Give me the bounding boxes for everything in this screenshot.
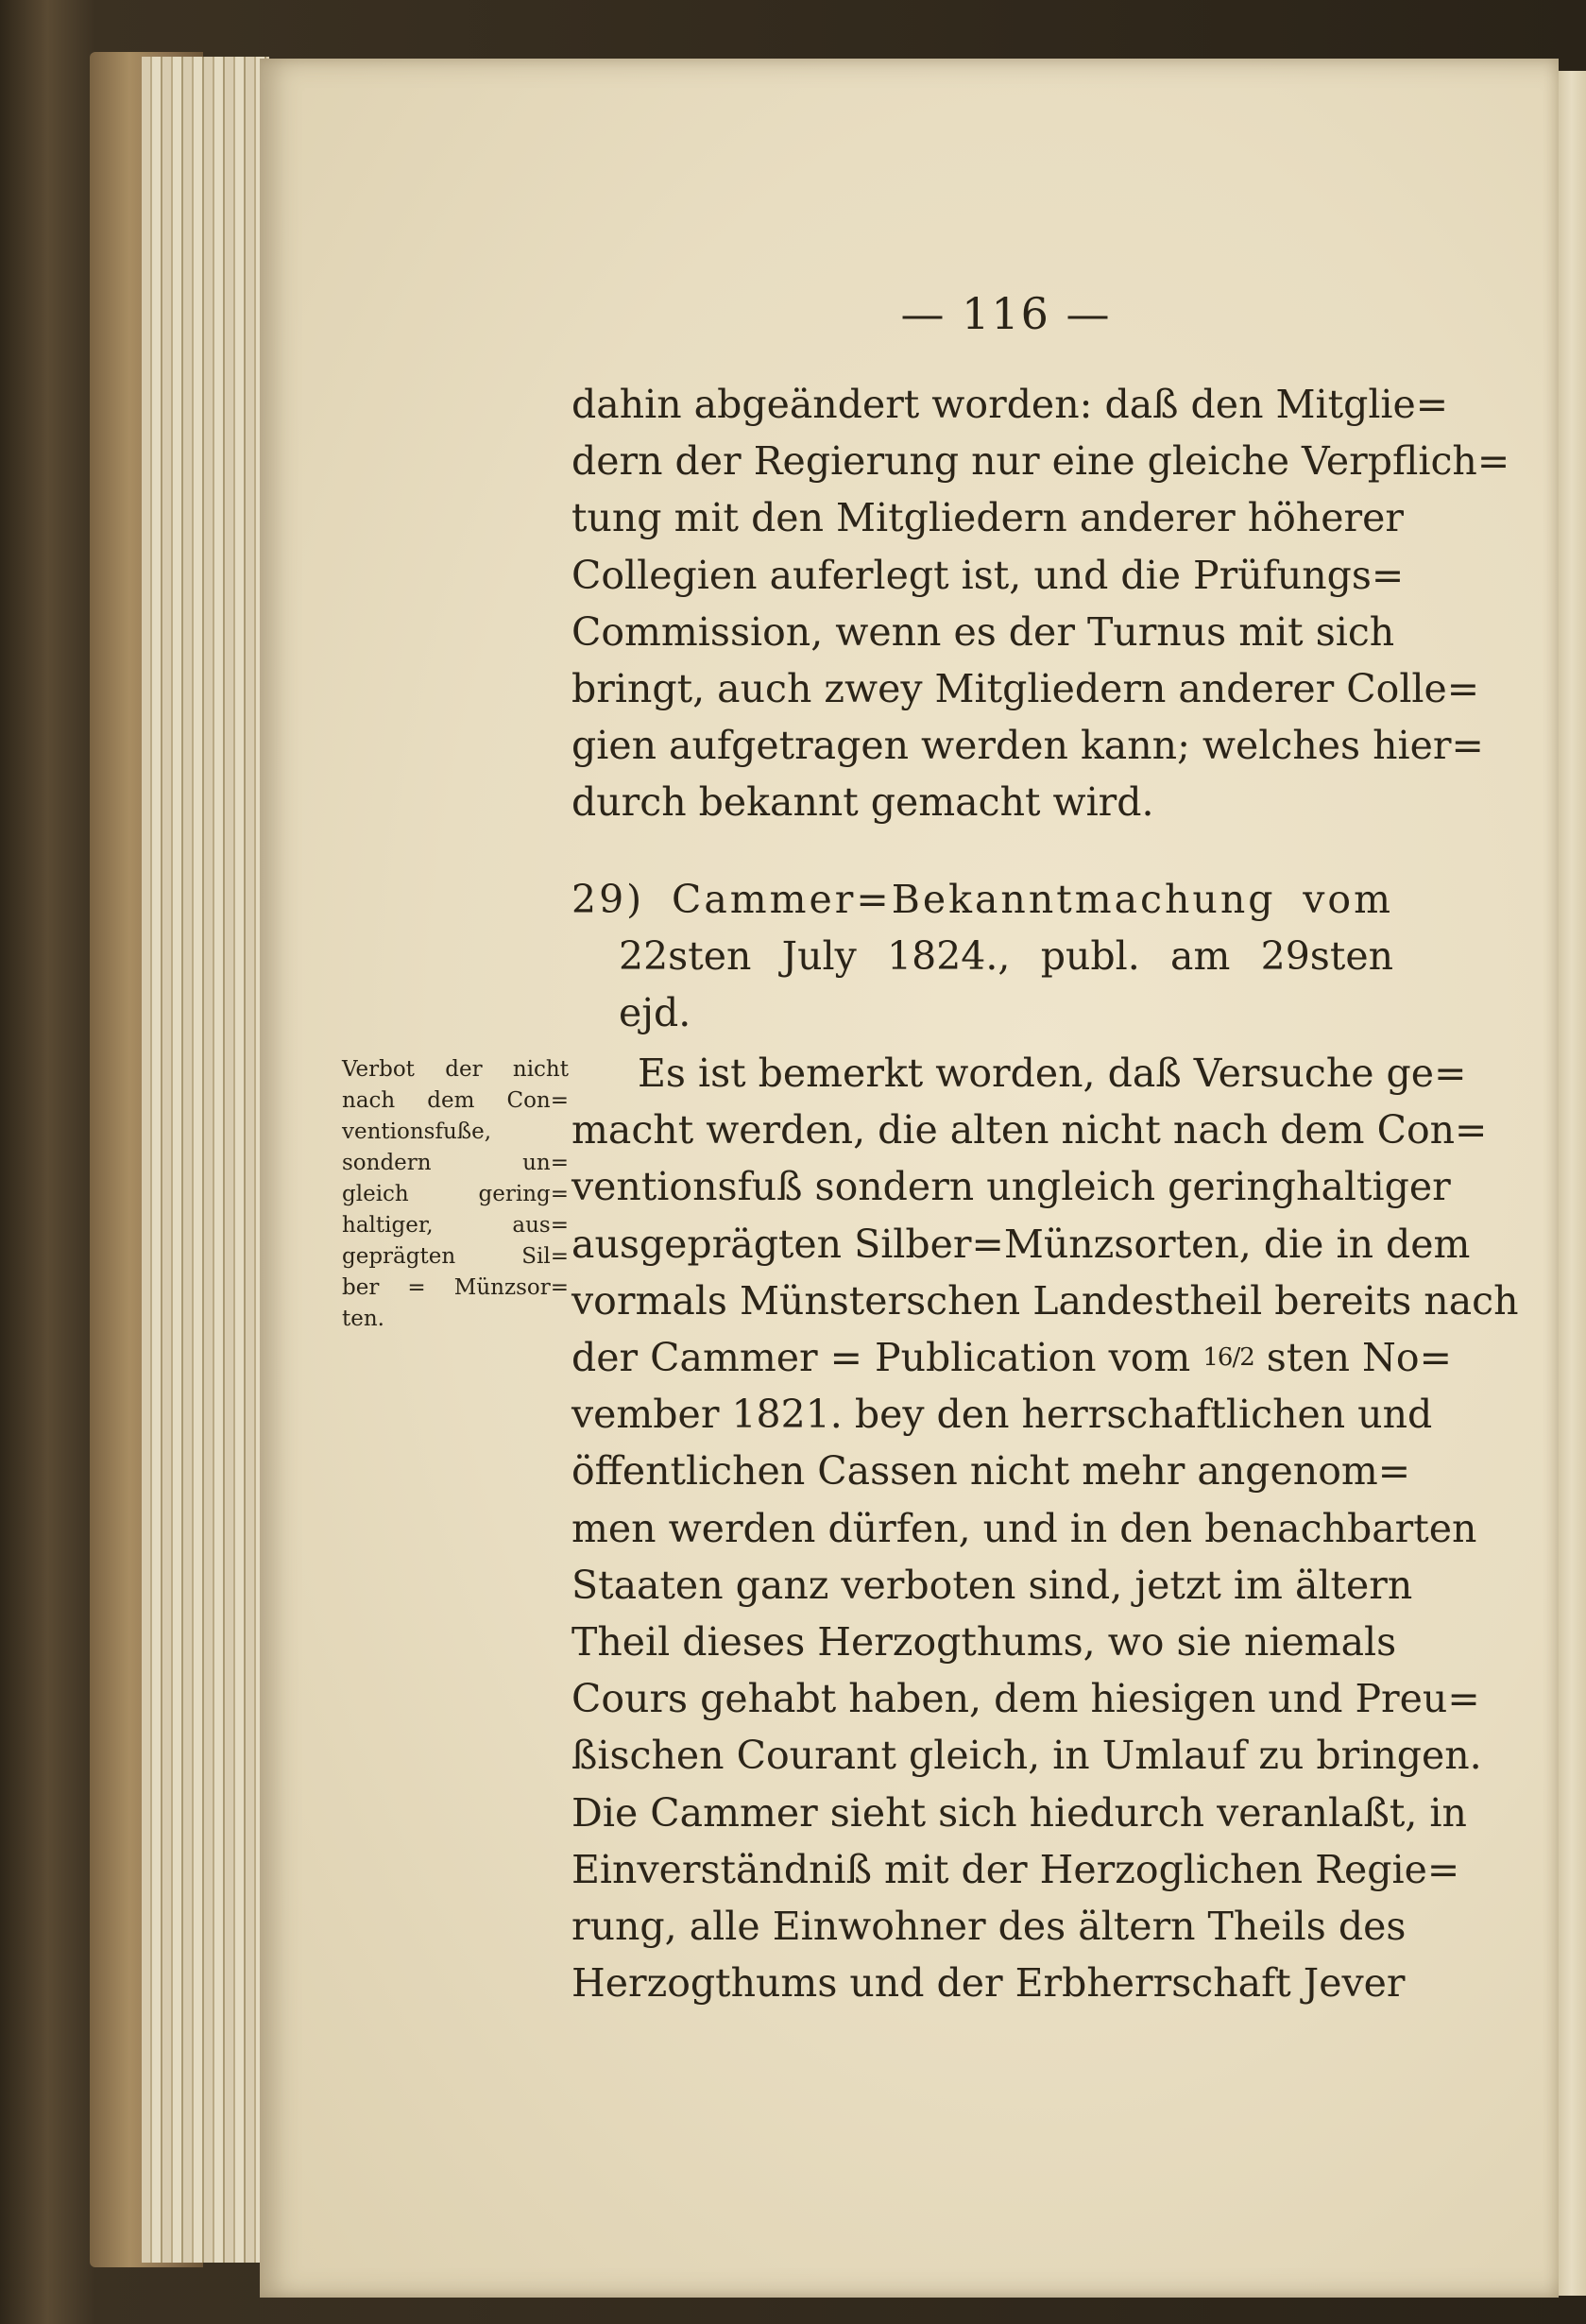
text-line: vember 1821. bey den herrschaftlichen und <box>571 1392 1433 1438</box>
text-line: men werden dürfen, und in den benachbarten <box>571 1505 1477 1551</box>
margin-note-line: ber = Münzsor= <box>342 1275 569 1300</box>
heading-line: 22sten July 1824., publ. am 29sten <box>619 933 1393 980</box>
page-stack-edges <box>142 57 269 2263</box>
text-line: Herzogthums und der Erbherrschaft Jever <box>571 1960 1406 2007</box>
text-line: rung, alle Einwohner des ältern Theils des <box>571 1904 1407 1950</box>
text-line: Staaten ganz verboten sind, jetzt im ältern <box>571 1562 1413 1608</box>
text-line: vormals Münsterschen Landestheil bereits nach <box>571 1277 1519 1324</box>
text-line: durch bekannt gemacht wird. <box>571 779 1154 826</box>
paragraph-main <box>571 1045 1519 2011</box>
text-segment: der Cammer = Publication vom <box>571 1335 1191 1381</box>
text-line: ventionsfuß sondern ungleich geringhaltiger <box>571 1164 1451 1210</box>
text-line: öffentlichen Cassen nicht mehr angenom= <box>571 1448 1411 1495</box>
text-line: ausgeprägten Silber=Münzsorten, die in dem <box>571 1221 1471 1267</box>
text-line: Collegien auferlegt ist, und die Prüfungs= <box>571 552 1405 598</box>
margin-note <box>342 1054 569 1335</box>
margin-note-line: ten. <box>342 1307 384 1331</box>
text-line: Es ist bemerkt worden, daß Versuche ge= <box>638 1051 1467 1096</box>
text-line-with-fraction <box>571 1329 1452 1386</box>
text-line: Cours gehabt haben, dem hiesigen und Preu= <box>571 1676 1480 1722</box>
text-line: gien aufgetragen werden kann; welches hier= <box>571 723 1484 769</box>
margin-note-line: haltiger, aus= <box>342 1213 569 1238</box>
heading-line: ejd. <box>619 990 691 1036</box>
text-line: Theil dieses Herzogthums, wo sie niemals <box>571 1619 1397 1666</box>
page-number: — 116 — <box>900 288 1112 339</box>
margin-note-line: ventionsfuße, <box>342 1119 492 1144</box>
text-line: dahin abgeändert worden: daß den Mitglie= <box>571 382 1449 427</box>
text-line: Die Cammer sieht sich hiedurch veranlaßt, in <box>571 1789 1467 1836</box>
text-line: Einverständniß mit der Herzoglichen Regie= <box>571 1846 1460 1892</box>
heading-line: 29) Cammer=Bekanntmachung vom <box>571 877 1393 922</box>
margin-note-line: nach dem Con= <box>342 1088 569 1113</box>
text-line: tung mit den Mitgliedern anderer höherer <box>571 495 1404 541</box>
margin-note-line: gleich gering= <box>342 1182 569 1206</box>
text-segment: sten No= <box>1266 1335 1452 1381</box>
margin-note-line: Verbot der nicht <box>342 1057 569 1082</box>
text-line: ßischen Courant gleich, in Umlauf zu bringen. <box>571 1733 1482 1779</box>
text-line: Commission, wenn es der Turnus mit sich <box>571 608 1395 655</box>
fraction: 16/2 <box>1202 1343 1254 1373</box>
text-line: dern der Regierung nur eine gleiche Verpflich= <box>571 438 1510 485</box>
paragraph-continued <box>571 376 1510 831</box>
text-line: macht werden, die alten nicht nach dem Con= <box>571 1107 1488 1153</box>
margin-note-line: geprägten Sil= <box>342 1244 569 1269</box>
section-heading <box>571 871 1393 1042</box>
margin-note-line: sondern un= <box>342 1151 569 1175</box>
text-line: bringt, auch zwey Mitgliedern anderer Colle= <box>571 666 1480 712</box>
